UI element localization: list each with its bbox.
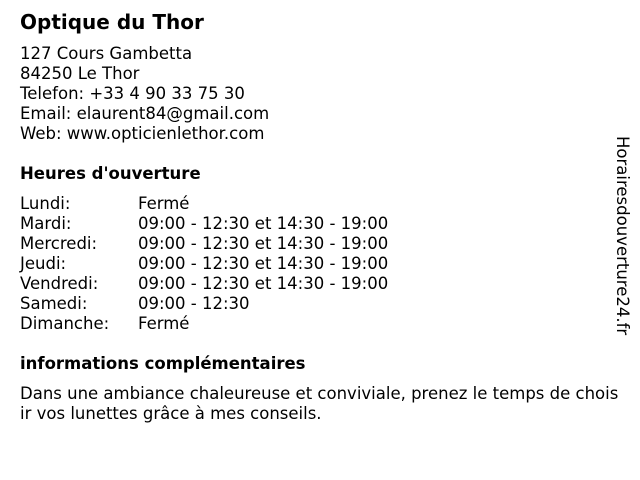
business-name: Optique du Thor xyxy=(20,10,204,34)
hours-day: Vendredi: xyxy=(20,274,99,293)
hours-row-sunday xyxy=(20,314,620,334)
address-city: 84250 Le Thor xyxy=(20,64,140,83)
hours-row-monday xyxy=(20,194,620,214)
hours-row-tuesday xyxy=(20,214,620,234)
hours-table xyxy=(20,194,620,334)
hours-row-saturday xyxy=(20,294,620,314)
hours-day: Mercredi: xyxy=(20,234,98,253)
hours-time: 09:00 - 12:30 et 14:30 - 19:00 xyxy=(138,234,389,253)
info-text: Dans une ambiance chaleureuse et conviviale, prenez le temps de choisir vos lunettes grâce à mes conseils. xyxy=(20,384,619,423)
info-heading: informations complémentaires xyxy=(20,354,306,373)
web-text: Web: www.opticienlethor.com xyxy=(20,124,265,143)
contact-block xyxy=(20,44,620,144)
hours-time: Fermé xyxy=(138,314,190,333)
hours-time: 09:00 - 12:30 et 14:30 - 19:00 xyxy=(138,254,389,273)
hours-time: 09:00 - 12:30 xyxy=(138,294,250,313)
watermark-text: Horairesdouverture24.fr xyxy=(613,136,632,336)
email-text: Email: elaurent84@gmail.com xyxy=(20,104,270,123)
hours-row-wednesday xyxy=(20,234,620,254)
hours-time: 09:00 - 12:30 et 14:30 - 19:00 xyxy=(138,274,389,293)
hours-time: 09:00 - 12:30 et 14:30 - 19:00 xyxy=(138,214,389,233)
hours-row-friday xyxy=(20,274,620,294)
hours-day: Dimanche: xyxy=(20,314,110,333)
hours-day: Mardi: xyxy=(20,214,72,233)
address-street: 127 Cours Gambetta xyxy=(20,44,193,63)
hours-time: Fermé xyxy=(138,194,190,213)
hours-heading: Heures d'ouverture xyxy=(20,164,201,183)
business-card xyxy=(20,8,620,424)
hours-row-thursday xyxy=(20,254,620,274)
hours-day: Samedi: xyxy=(20,294,88,313)
hours-day: Lundi: xyxy=(20,194,71,213)
phone-text: Telefon: +33 4 90 33 75 30 xyxy=(20,84,245,103)
hours-day: Jeudi: xyxy=(20,254,67,273)
